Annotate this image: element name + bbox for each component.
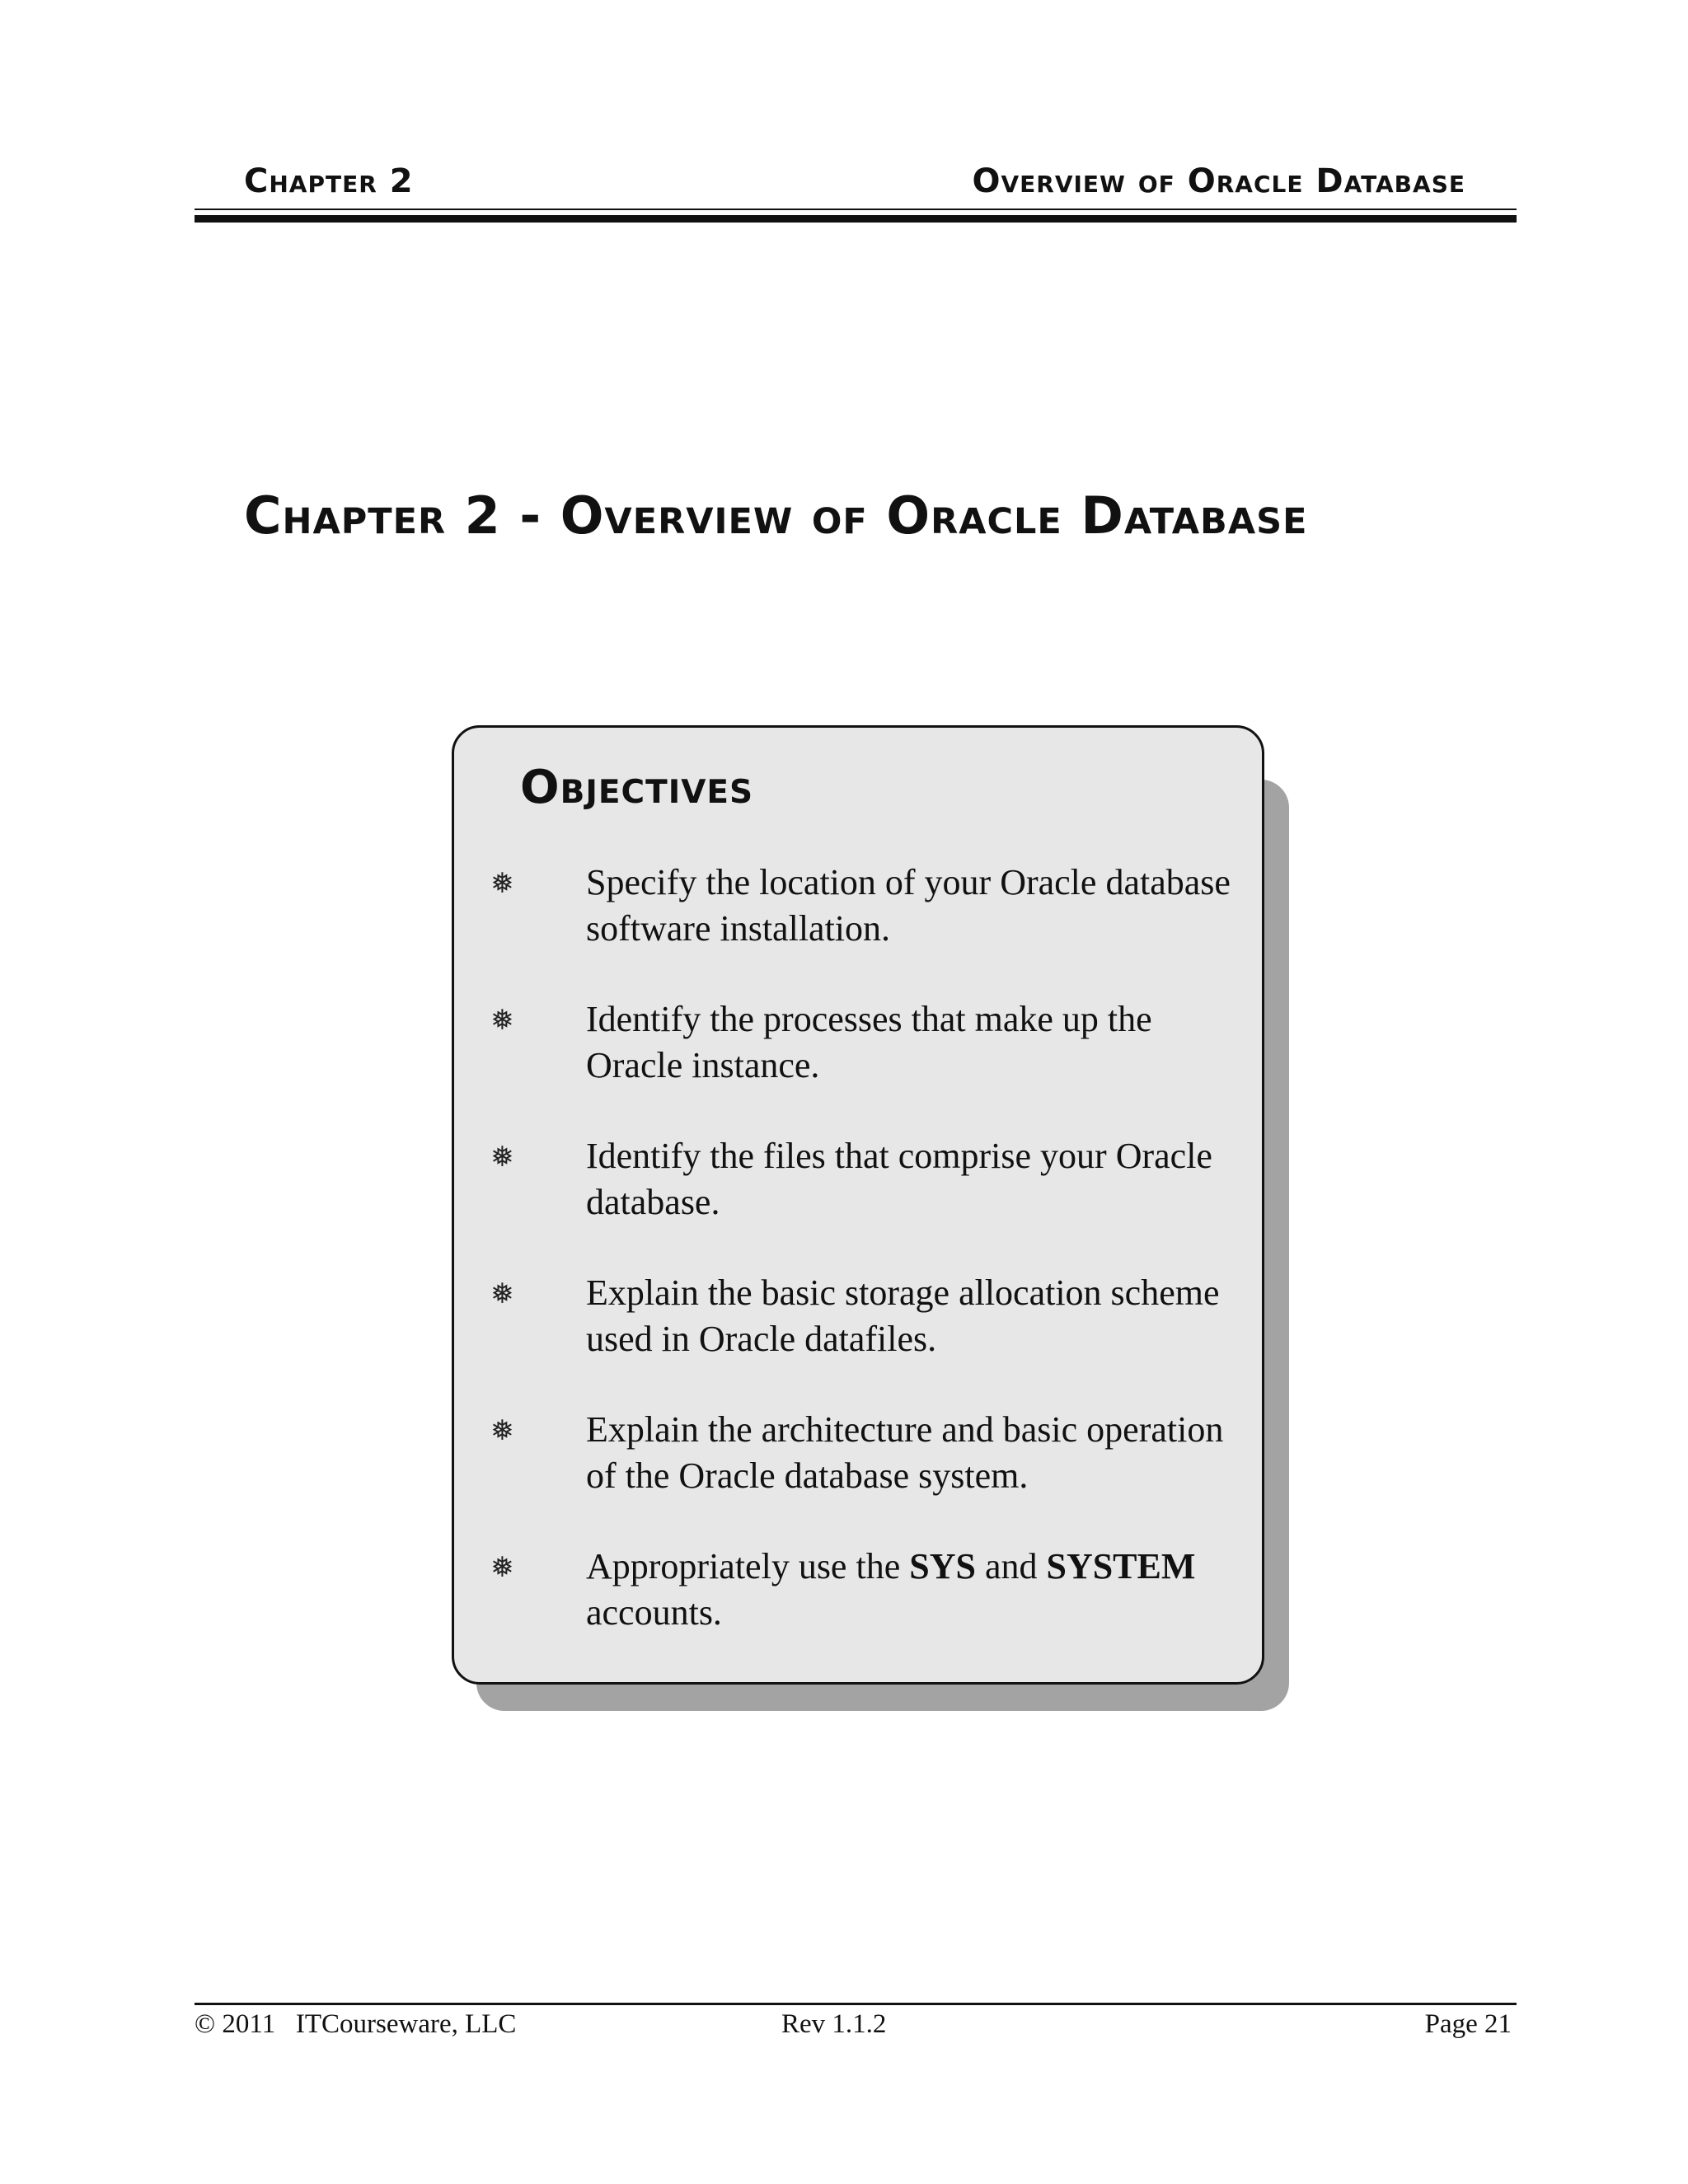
system-account-name: SYSTEM (1046, 1546, 1196, 1586)
snowflake-bullet-icon: ❅ (490, 1414, 514, 1447)
footer-page-number: Page 21 (1424, 2009, 1512, 2039)
objective-item (454, 860, 1262, 996)
snowflake-bullet-icon: ❅ (490, 867, 514, 900)
objective-text-part: Appropriately use the (586, 1546, 910, 1586)
running-header-chapter: Chapter 2 (244, 162, 414, 200)
objective-item (454, 1133, 1262, 1270)
objectives-box (452, 725, 1264, 1685)
objective-text (586, 1544, 1245, 1636)
header-rule-thin (195, 209, 1517, 210)
snowflake-bullet-icon: ❅ (490, 1277, 514, 1310)
objective-text: Specify the location of your Oracle database software installation. (586, 862, 1231, 949)
objective-text: Explain the architecture and basic operation of the Oracle database system. (586, 1409, 1224, 1496)
objective-item (454, 1407, 1262, 1544)
objective-text-part: and (975, 1546, 1047, 1586)
footer-revision: Rev 1.1.2 (781, 2009, 887, 2039)
chapter-title: Chapter 2 - Overview of Oracle Database (244, 485, 1308, 546)
footer-rule (195, 2003, 1517, 2005)
objective-item (454, 1270, 1262, 1407)
objective-text: Identify the files that comprise your Oracle database. (586, 1136, 1212, 1222)
snowflake-bullet-icon: ❅ (490, 1141, 514, 1174)
objective-text-part: accounts. (586, 1592, 722, 1633)
header-rule-thick (195, 215, 1517, 223)
snowflake-bullet-icon: ❅ (490, 1551, 514, 1584)
objective-item (454, 996, 1262, 1133)
objective-text: Identify the processes that make up the Oracle instance. (586, 999, 1152, 1085)
running-header-title: Overview of Oracle Database (972, 162, 1465, 200)
objectives-title: Objectives (520, 761, 754, 814)
sys-account-name: SYS (909, 1546, 976, 1586)
footer-copyright: © 2011 ITCourseware, LLC (195, 2009, 517, 2039)
objectives-list (454, 860, 1262, 1680)
objective-text: Explain the basic storage allocation scheme used in Oracle datafiles. (586, 1272, 1220, 1359)
objective-item (454, 1544, 1262, 1680)
snowflake-bullet-icon: ❅ (490, 1004, 514, 1037)
